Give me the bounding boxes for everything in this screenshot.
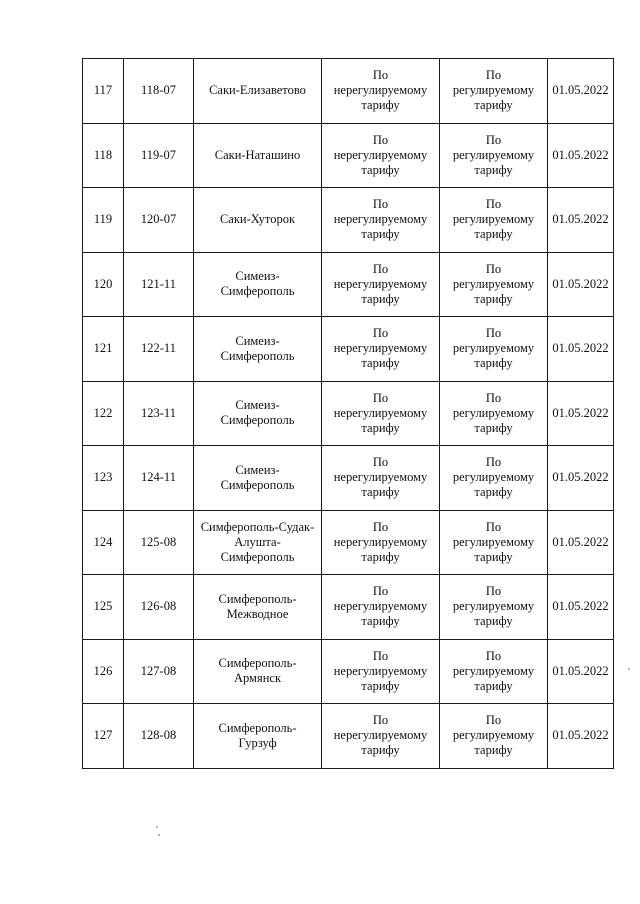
current-tariff-cell: По нерегулируемому тарифу (322, 575, 440, 640)
route-name-cell: Саки-Елизаветово (194, 59, 322, 124)
current-tariff-cell: По нерегулируемому тарифу (322, 123, 440, 188)
effective-date-cell: 01.05.2022 (548, 704, 614, 769)
row-number-cell: 127 (83, 704, 124, 769)
effective-date-cell: 01.05.2022 (548, 252, 614, 317)
current-tariff-cell: По нерегулируемому тарифу (322, 188, 440, 253)
route-name-cell: Симеиз- Симферополь (194, 252, 322, 317)
route-code-cell: 128-08 (124, 704, 194, 769)
routes-table (82, 58, 614, 769)
new-tariff-cell: По регулируемому тарифу (440, 252, 548, 317)
table-row (83, 704, 614, 769)
effective-date-cell: 01.05.2022 (548, 59, 614, 124)
effective-date-cell: 01.05.2022 (548, 381, 614, 446)
scan-speck (628, 668, 630, 670)
current-tariff-cell: По нерегулируемому тарифу (322, 510, 440, 575)
effective-date-cell: 01.05.2022 (548, 510, 614, 575)
effective-date-cell: 01.05.2022 (548, 446, 614, 511)
current-tariff-cell: По нерегулируемому тарифу (322, 59, 440, 124)
effective-date-cell: 01.05.2022 (548, 123, 614, 188)
routes-table-body (83, 59, 614, 769)
current-tariff-cell: По нерегулируемому тарифу (322, 252, 440, 317)
row-number-cell: 126 (83, 639, 124, 704)
row-number-cell: 119 (83, 188, 124, 253)
route-code-cell: 122-11 (124, 317, 194, 382)
current-tariff-cell: По нерегулируемому тарифу (322, 639, 440, 704)
route-code-cell: 120-07 (124, 188, 194, 253)
route-code-cell: 124-11 (124, 446, 194, 511)
route-name-cell: Саки-Хуторок (194, 188, 322, 253)
current-tariff-cell: По нерегулируемому тарифу (322, 704, 440, 769)
new-tariff-cell: По регулируемому тарифу (440, 188, 548, 253)
table-row (83, 317, 614, 382)
table-row (83, 446, 614, 511)
new-tariff-cell: По регулируемому тарифу (440, 639, 548, 704)
row-number-cell: 118 (83, 123, 124, 188)
current-tariff-cell: По нерегулируемому тарифу (322, 446, 440, 511)
new-tariff-cell: По регулируемому тарифу (440, 381, 548, 446)
scan-speck (156, 826, 158, 828)
route-name-cell: Симферополь- Межводное (194, 575, 322, 640)
new-tariff-cell: По регулируемому тарифу (440, 123, 548, 188)
new-tariff-cell: По регулируемому тарифу (440, 317, 548, 382)
table-row (83, 188, 614, 253)
route-code-cell: 121-11 (124, 252, 194, 317)
new-tariff-cell: По регулируемому тарифу (440, 575, 548, 640)
route-code-cell: 126-08 (124, 575, 194, 640)
route-code-cell: 119-07 (124, 123, 194, 188)
row-number-cell: 124 (83, 510, 124, 575)
table-row (83, 59, 614, 124)
new-tariff-cell: По регулируемому тарифу (440, 510, 548, 575)
table-row (83, 123, 614, 188)
effective-date-cell: 01.05.2022 (548, 639, 614, 704)
current-tariff-cell: По нерегулируемому тарифу (322, 317, 440, 382)
table-row (83, 639, 614, 704)
scan-speck (158, 834, 160, 836)
new-tariff-cell: По регулируемому тарифу (440, 446, 548, 511)
row-number-cell: 121 (83, 317, 124, 382)
route-code-cell: 125-08 (124, 510, 194, 575)
new-tariff-cell: По регулируемому тарифу (440, 59, 548, 124)
route-code-cell: 118-07 (124, 59, 194, 124)
row-number-cell: 122 (83, 381, 124, 446)
effective-date-cell: 01.05.2022 (548, 317, 614, 382)
effective-date-cell: 01.05.2022 (548, 575, 614, 640)
route-name-cell: Симферополь-Судак- Алушта- Симферополь (194, 510, 322, 575)
route-name-cell: Симферополь- Армянск (194, 639, 322, 704)
route-name-cell: Саки-Наташино (194, 123, 322, 188)
route-name-cell: Симеиз- Симферополь (194, 381, 322, 446)
table-row (83, 252, 614, 317)
current-tariff-cell: По нерегулируемому тарифу (322, 381, 440, 446)
row-number-cell: 117 (83, 59, 124, 124)
route-code-cell: 123-11 (124, 381, 194, 446)
new-tariff-cell: По регулируемому тарифу (440, 704, 548, 769)
row-number-cell: 123 (83, 446, 124, 511)
effective-date-cell: 01.05.2022 (548, 188, 614, 253)
table-row (83, 510, 614, 575)
table-row (83, 381, 614, 446)
row-number-cell: 125 (83, 575, 124, 640)
route-code-cell: 127-08 (124, 639, 194, 704)
route-name-cell: Симеиз- Симферополь (194, 317, 322, 382)
table-row (83, 575, 614, 640)
route-name-cell: Симферополь- Гурзуф (194, 704, 322, 769)
row-number-cell: 120 (83, 252, 124, 317)
route-name-cell: Симеиз- Симферополь (194, 446, 322, 511)
